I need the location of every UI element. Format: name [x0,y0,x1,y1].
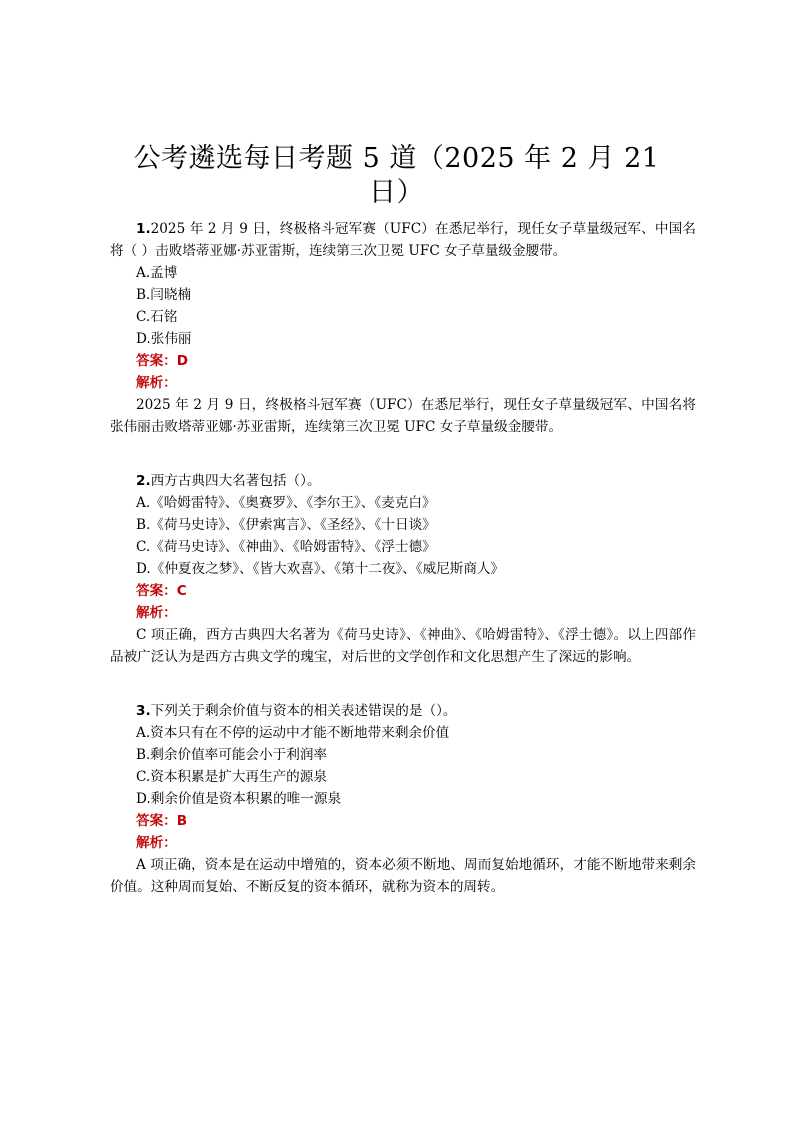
option-c: C.《荷马史诗》、《神曲》、《哈姆雷特》、《浮士德》 [136,539,436,555]
option-c: C.资本积累是扩大再生产的源泉 [136,769,327,785]
answer-label: 答案：D [136,353,189,369]
question-text: 西方古典四大名著包括（）。 [150,473,321,489]
spacer [110,668,696,700]
question-list [110,218,696,898]
question-text: 下列关于剩余价值与资本的相关表述错误的是（）。 [150,703,457,719]
question-stem [110,470,696,492]
option-a: A.资本只有在不停的运动中才能不断地带来剩余价值 [136,725,450,741]
analysis-text: C 项正确，西方古典四大名著为《荷马史诗》、《神曲》、《哈姆雷特》、《浮士德》。以上四部作品被广泛认为是西方古典文学的瑰宝，对后世的文学创作和文化思想产生了深远的影响。 [110,627,696,665]
question-number: 2. [136,473,151,489]
option-a: A.孟博 [136,265,178,281]
question-number: 3. [136,703,151,719]
option-c: C.石铭 [136,309,178,325]
analysis-label: 解析： [136,605,177,621]
option-b: B.《荷马史诗》、《伊索寓言》、《圣经》、《十日谈》 [136,517,436,533]
analysis-text: A 项正确，资本是在运动中增殖的，资本必须不断地、周而复始地循环，才能不断地带来剩余价值。这种周而复始、不断反复的资本循环，就称为资本的周转。 [110,857,696,895]
question-block [110,218,696,438]
answer-label: 答案：C [136,583,187,599]
question-block [110,470,696,668]
page-title: 公考遴选每日考题 5 道（2025 年 2 月 21 日） [133,143,660,208]
option-d: D.张伟丽 [136,331,192,347]
question-block [110,700,696,898]
option-d: D.剩余价值是资本积累的唯一源泉 [136,791,342,807]
option-b: B.闫晓楠 [136,287,192,303]
option-a: A.《哈姆雷特》、《奥赛罗》、《李尔王》、《麦克白》 [136,495,436,511]
spacer [110,438,696,470]
question-stem [110,218,696,262]
option-b: B.剩余价值率可能会小于利润率 [136,747,328,763]
question-text: 2025 年 2 月 9 日，终极格斗冠军赛（UFC）在悉尼举行，现任女子草量级冠军、中国名将（ ）击败塔蒂亚娜·苏亚雷斯，连续第三次卫冕 UFC 女子草量级金腰带。 [110,221,696,259]
analysis-label: 解析： [136,835,177,851]
question-stem [110,700,696,722]
question-number: 1. [136,221,151,237]
analysis-text: 2025 年 2 月 9 日，终极格斗冠军赛（UFC）在悉尼举行，现任女子草量级冠军、中国名将张伟丽击败塔蒂亚娜·苏亚雷斯，连续第三次卫冕 UFC 女子草量级金腰带。 [110,397,696,435]
option-d: D.《仲夏夜之梦》、《皆大欢喜》、《第十二夜》、《威尼斯商人》 [136,561,505,577]
answer-label: 答案：B [136,813,188,829]
analysis-label: 解析： [136,375,177,391]
